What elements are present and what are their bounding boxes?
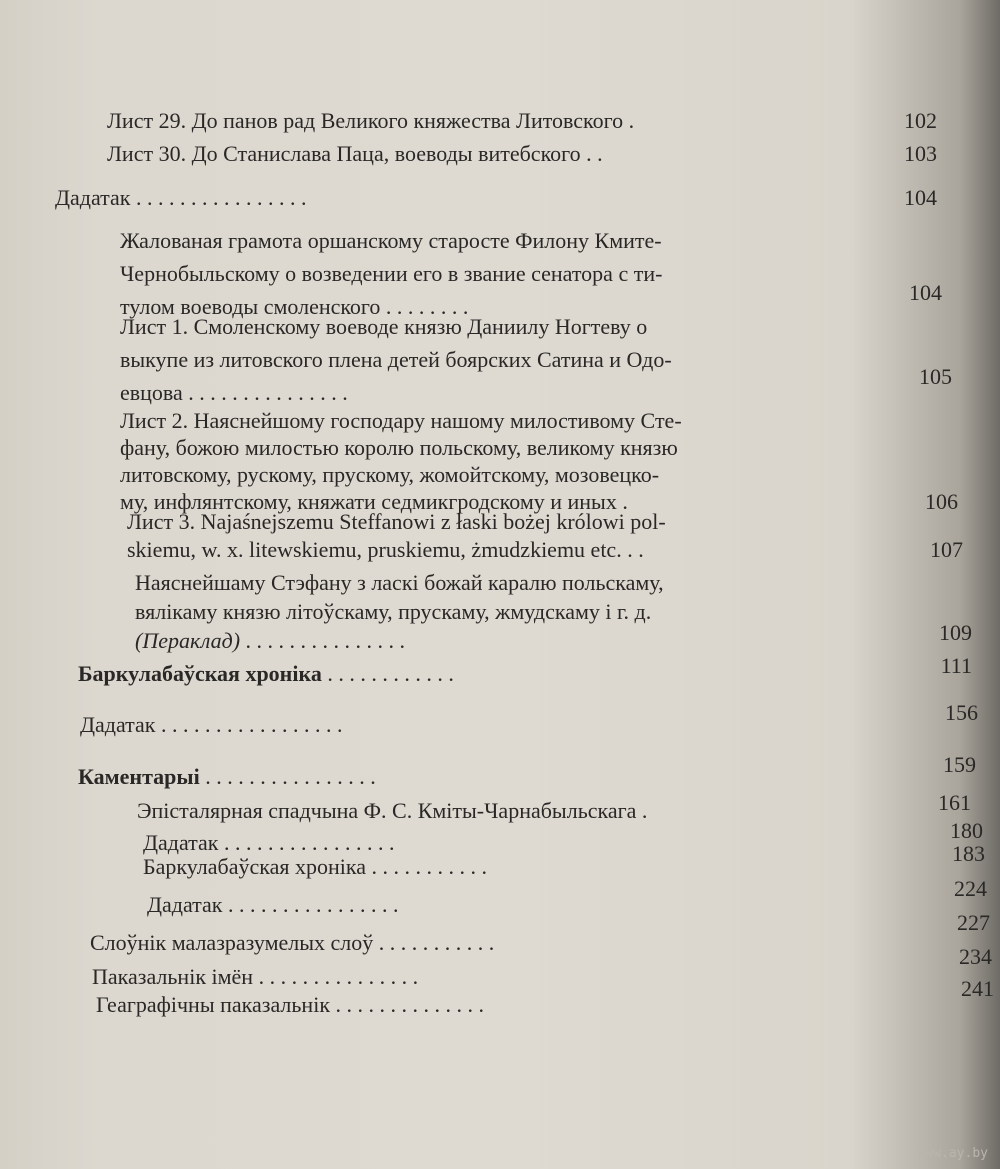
toc-entry-chronicle bbox=[78, 653, 972, 690]
entry-title-line: выкупе из литовского плена детей боярских Сатина и Одо- bbox=[120, 347, 672, 372]
page-number: 159 bbox=[943, 752, 976, 777]
entry-title-line: Жалованая грамота оршанскому старосте Филону Кмите- bbox=[120, 228, 662, 253]
toc-entry-letter-30 bbox=[107, 137, 937, 170]
entry-title: Баркулабаўская хроніка . . . . . . . . . . . bbox=[143, 854, 488, 879]
toc-entry-letter-29 bbox=[107, 104, 937, 137]
page-number: 183 bbox=[952, 841, 985, 866]
toc-entry-letter-3 bbox=[127, 508, 963, 564]
entry-title: Дадатак . . . . . . . . . . . . . . . . bbox=[55, 185, 307, 210]
toc-entry-appendix bbox=[55, 181, 937, 214]
entry-title-line: skiemu, w. x. litewskiemu, pruskiemu, żmudzkiemu etc. . . bbox=[127, 537, 644, 562]
toc-entry-letter-2 bbox=[120, 407, 958, 515]
entry-title: Лист 29. До панов рад Великого княжества Литовского . bbox=[107, 108, 635, 133]
entry-title: Паказальнік імён . . . . . . . . . . . . . . . bbox=[92, 964, 419, 989]
page-number: 107 bbox=[930, 537, 963, 562]
toc-entry-epistolary bbox=[137, 790, 971, 827]
entry-title-line: му, инфлянтскому, княжати седмикгродскому и иных . bbox=[120, 489, 628, 514]
toc-entry-commentary bbox=[78, 752, 976, 793]
entry-title-line: вялікаму князю літоўскаму, прускаму, жмудскаму і г. д. bbox=[135, 599, 652, 624]
entry-title-line: евцова . . . . . . . . . . . . . . . bbox=[120, 380, 348, 405]
toc-entry-appendix-4 bbox=[147, 876, 987, 921]
page-number: 241 bbox=[961, 976, 994, 1001]
toc-entry-letter-1 bbox=[120, 310, 952, 409]
entry-title: Дадатак . . . . . . . . . . . . . . . . bbox=[143, 830, 395, 855]
entry-title-line: литовскому, рускому, прускому, жомойтскому, мозовецко- bbox=[120, 462, 660, 487]
entry-title-line: фану, божою милостью королю польскому, великому князю bbox=[120, 435, 678, 460]
entry-title: Геаграфічны паказальнік . . . . . . . . . . . . . . bbox=[96, 992, 485, 1017]
page-number: 105 bbox=[919, 364, 952, 389]
entry-title-line: Лист 2. Наяснейшому господару нашому милостивому Сте- bbox=[120, 408, 682, 433]
entry-title-line: Наяснейшаму Стэфану з ласкі божай каралю польскаму, bbox=[135, 570, 664, 595]
entry-title-line: Чернобыльскому о возведении его в звание сенатора с ти- bbox=[120, 261, 663, 286]
page-number: 180 bbox=[950, 818, 983, 843]
toc-entry-translation bbox=[135, 568, 972, 655]
entry-title-line: (Пераклад) . . . . . . . . . . . . . . . bbox=[135, 628, 406, 653]
entry-title: Баркулабаўская хроніка . . . . . . . . . . . . bbox=[78, 661, 454, 686]
entry-title: Лист 30. До Станислава Паца, воеводы витебского . . bbox=[107, 141, 603, 166]
page-number: 104 bbox=[904, 185, 937, 210]
page-number: 227 bbox=[957, 910, 990, 935]
page-number: 106 bbox=[925, 489, 958, 514]
entry-title: Эпісталярная спадчына Ф. С. Кміты-Чарнабыльскага . bbox=[137, 798, 648, 823]
page-number: 104 bbox=[909, 280, 942, 305]
entry-title: Каментарыі . . . . . . . . . . . . . . . . bbox=[78, 764, 376, 789]
entry-title-line: Лист 3. Najaśnejszemu Steffanowi z łaski bożej królowi pol- bbox=[127, 509, 666, 534]
watermark: www.ay.by bbox=[917, 1146, 988, 1161]
page-number: 109 bbox=[939, 620, 972, 645]
page-number: 156 bbox=[945, 700, 978, 725]
page-number: 111 bbox=[940, 653, 972, 678]
entry-title-line: тулом воеводы смоленского . . . . . . . . bbox=[120, 294, 469, 319]
page-number: 102 bbox=[904, 108, 937, 133]
entry-title: Дадатак . . . . . . . . . . . . . . . . . bbox=[80, 712, 343, 737]
entry-title: Слоўнік малазразумелых слоў . . . . . . . . . . . bbox=[90, 930, 495, 955]
entry-title: Дадатак . . . . . . . . . . . . . . . . bbox=[147, 892, 399, 917]
toc-entry-charter bbox=[120, 224, 942, 323]
toc-entry-appendix-2 bbox=[80, 700, 978, 741]
page-number: 103 bbox=[904, 141, 937, 166]
page-number: 161 bbox=[938, 790, 971, 815]
entry-title-line: Лист 1. Смоленскому воеводе князю Даниилу Ногтеву о bbox=[120, 314, 648, 339]
page-number: 224 bbox=[954, 876, 987, 901]
page-number: 234 bbox=[959, 944, 992, 969]
